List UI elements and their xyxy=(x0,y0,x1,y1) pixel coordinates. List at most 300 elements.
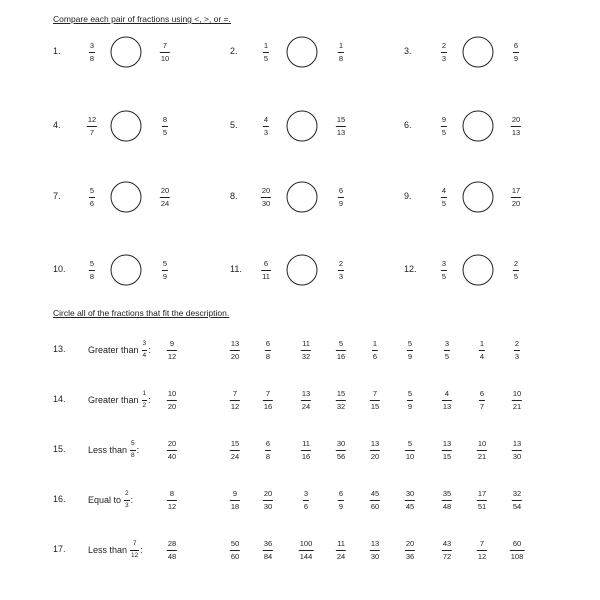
numerator: 9 xyxy=(232,489,238,498)
denominator: 5 xyxy=(162,127,168,137)
fraction-bar xyxy=(441,126,447,127)
option-fraction[interactable] xyxy=(442,540,452,560)
fraction-bar xyxy=(230,350,240,351)
numerator: 36 xyxy=(263,539,273,548)
fraction-bar xyxy=(479,400,485,401)
problem-number: 5. xyxy=(230,120,238,130)
numerator: 11 xyxy=(302,439,310,448)
fraction-bar xyxy=(130,550,139,551)
option-fraction[interactable] xyxy=(510,540,525,560)
answer-circle[interactable] xyxy=(463,255,494,286)
option-fraction[interactable] xyxy=(370,490,380,510)
denominator: 9 xyxy=(407,351,413,361)
numerator: 30 xyxy=(405,489,415,498)
fraction-bar xyxy=(230,450,240,451)
description-text: Less than xyxy=(88,445,128,455)
denominator: 4 xyxy=(142,351,147,359)
option-fraction[interactable] xyxy=(230,390,240,410)
denominator: 5 xyxy=(513,271,519,281)
denominator: 54 xyxy=(512,501,522,511)
denominator: 9 xyxy=(513,53,519,63)
option-fraction[interactable] xyxy=(405,440,415,460)
fraction-bar xyxy=(167,500,177,501)
fraction-bar xyxy=(370,550,380,551)
fraction-bar xyxy=(301,350,311,351)
description-label xyxy=(88,388,151,412)
fraction-bar xyxy=(514,350,520,351)
fraction-bar xyxy=(512,400,522,401)
numerator: 6 xyxy=(265,439,271,448)
numerator: 5 xyxy=(407,339,413,348)
denominator: 6 xyxy=(303,501,309,511)
numerator: 1 xyxy=(372,339,378,348)
fraction-bar xyxy=(230,500,240,501)
reference-fraction xyxy=(142,341,148,359)
option-fraction[interactable] xyxy=(336,390,346,410)
numerator: 11 xyxy=(337,539,345,548)
numerator: 30 xyxy=(336,439,346,448)
numerator: 3 xyxy=(303,489,309,498)
fraction-bar xyxy=(230,400,240,401)
denominator: 9 xyxy=(407,401,413,411)
denominator: 2 xyxy=(142,401,147,409)
denominator: 5 xyxy=(441,198,447,208)
description-label xyxy=(88,538,143,562)
right-fraction xyxy=(162,116,168,136)
numerator: 20 xyxy=(405,539,415,548)
numerator: 15 xyxy=(336,389,346,398)
numerator: 100 xyxy=(299,539,313,548)
fraction-bar xyxy=(338,52,344,53)
fraction-bar xyxy=(441,52,447,53)
denominator: 18 xyxy=(230,501,240,511)
numerator: 9 xyxy=(441,115,447,124)
answer-circle[interactable] xyxy=(463,111,494,142)
option-fraction[interactable] xyxy=(442,440,452,460)
numerator: 2 xyxy=(514,339,520,348)
problem-number: 3. xyxy=(404,46,412,56)
reference-fraction xyxy=(130,441,136,459)
numerator: 5 xyxy=(89,259,95,268)
numerator: 3 xyxy=(444,339,450,348)
left-fraction xyxy=(89,260,95,280)
fraction-bar xyxy=(477,550,487,551)
left-fraction xyxy=(441,116,447,136)
reference-fraction xyxy=(142,391,148,409)
numerator: 7 xyxy=(162,41,168,50)
right-fraction xyxy=(162,260,168,280)
denominator: 3 xyxy=(338,271,344,281)
fraction-bar xyxy=(142,350,148,351)
denominator: 9 xyxy=(338,198,344,208)
numerator: 1 xyxy=(142,389,147,397)
option-fraction[interactable] xyxy=(263,390,273,410)
fraction-bar xyxy=(442,450,452,451)
option-fraction[interactable] xyxy=(167,390,177,410)
numerator: 28 xyxy=(167,539,177,548)
problem-number: 10. xyxy=(53,264,66,274)
fraction-bar xyxy=(167,350,177,351)
problem-number: 13. xyxy=(53,344,66,354)
denominator: 21 xyxy=(512,401,522,411)
right-fraction xyxy=(338,187,344,207)
fraction-bar xyxy=(160,52,170,53)
option-fraction[interactable] xyxy=(301,440,311,460)
numerator: 45 xyxy=(370,489,380,498)
option-fraction[interactable] xyxy=(442,490,452,510)
denominator: 30 xyxy=(261,198,271,208)
problem-number: 15. xyxy=(53,444,66,454)
denominator: 13 xyxy=(511,127,521,137)
fraction-bar xyxy=(407,350,413,351)
description-text: Less than xyxy=(88,545,128,555)
answer-circle[interactable] xyxy=(287,182,318,213)
numerator: 7 xyxy=(372,389,378,398)
numerator: 3 xyxy=(441,259,447,268)
denominator: 8 xyxy=(89,271,95,281)
numerator: 43 xyxy=(442,539,452,548)
option-fraction[interactable] xyxy=(336,340,346,360)
problem-number: 7. xyxy=(53,191,61,201)
fraction-bar xyxy=(265,450,271,451)
denominator: 3 xyxy=(125,501,129,509)
problem-number: 6. xyxy=(404,120,412,130)
fraction-bar xyxy=(167,550,177,551)
denominator: 48 xyxy=(442,501,452,511)
answer-circle[interactable] xyxy=(111,111,142,142)
denominator: 5 xyxy=(263,53,269,63)
fraction-bar xyxy=(477,450,487,451)
option-fraction[interactable] xyxy=(479,340,485,360)
option-fraction[interactable] xyxy=(167,540,177,560)
denominator: 30 xyxy=(370,551,380,561)
denominator: 5 xyxy=(444,351,450,361)
denominator: 20 xyxy=(167,401,177,411)
option-fraction[interactable] xyxy=(301,390,311,410)
answer-circle[interactable] xyxy=(287,37,318,68)
right-fraction xyxy=(336,116,346,136)
denominator: 3 xyxy=(514,351,520,361)
option-fraction[interactable] xyxy=(405,540,415,560)
fraction-bar xyxy=(372,350,378,351)
fraction-bar xyxy=(336,400,346,401)
fraction-bar xyxy=(263,52,269,53)
fraction-bar xyxy=(263,500,273,501)
option-fraction[interactable] xyxy=(299,540,314,560)
option-fraction[interactable] xyxy=(167,440,177,460)
option-fraction[interactable] xyxy=(370,540,380,560)
denominator: 16 xyxy=(336,351,346,361)
denominator: 30 xyxy=(512,451,522,461)
numerator: 10 xyxy=(167,389,177,398)
numerator: 1 xyxy=(479,339,485,348)
option-fraction[interactable] xyxy=(405,490,415,510)
numerator: 4 xyxy=(441,186,447,195)
fraction-bar xyxy=(444,350,450,351)
numerator: 20 xyxy=(160,186,170,195)
denominator: 10 xyxy=(160,53,170,63)
numerator: 20 xyxy=(511,115,521,124)
fraction-bar xyxy=(441,270,447,271)
option-fraction[interactable] xyxy=(230,540,240,560)
fraction-bar xyxy=(160,197,170,198)
denominator: 5 xyxy=(441,271,447,281)
denominator: 4 xyxy=(479,351,485,361)
answer-circle[interactable] xyxy=(111,182,142,213)
option-fraction[interactable] xyxy=(512,490,522,510)
fraction-bar xyxy=(513,270,519,271)
numerator: 13 xyxy=(230,339,240,348)
left-fraction xyxy=(261,187,271,207)
numerator: 7 xyxy=(265,389,271,398)
numerator: 50 xyxy=(230,539,240,548)
colon: : xyxy=(136,445,140,455)
description-label xyxy=(88,438,139,462)
numerator: 4 xyxy=(263,115,269,124)
fraction-bar xyxy=(370,500,380,501)
fraction-bar xyxy=(263,550,273,551)
left-fraction xyxy=(263,116,269,136)
option-fraction[interactable] xyxy=(372,340,378,360)
denominator: 13 xyxy=(336,127,346,137)
numerator: 1 xyxy=(263,41,269,50)
right-fraction xyxy=(160,42,170,62)
option-fraction[interactable] xyxy=(263,540,273,560)
numerator: 7 xyxy=(232,389,238,398)
option-fraction[interactable] xyxy=(263,490,273,510)
numerator: 15 xyxy=(336,115,346,124)
problem-number: 16. xyxy=(53,494,66,504)
fraction-bar xyxy=(299,550,314,551)
fraction-bar xyxy=(89,197,95,198)
option-fraction[interactable] xyxy=(265,440,271,460)
denominator: 144 xyxy=(299,551,313,561)
numerator: 2 xyxy=(125,489,129,497)
fraction-bar xyxy=(338,270,344,271)
numerator: 13 xyxy=(301,389,311,398)
left-fraction xyxy=(89,42,95,62)
denominator: 12 xyxy=(167,351,177,361)
denominator: 8 xyxy=(338,53,344,63)
fraction-bar xyxy=(336,550,346,551)
denominator: 32 xyxy=(336,401,346,411)
numerator: 7 xyxy=(132,539,137,547)
denominator: 3 xyxy=(263,127,269,137)
denominator: 3 xyxy=(441,53,447,63)
fraction-bar xyxy=(89,270,95,271)
fraction-bar xyxy=(162,270,168,271)
denominator: 24 xyxy=(301,401,311,411)
fraction-bar xyxy=(407,400,413,401)
numerator: 8 xyxy=(169,489,175,498)
left-fraction xyxy=(87,116,97,136)
denominator: 20 xyxy=(511,198,521,208)
fraction-bar xyxy=(336,350,346,351)
fraction-bar xyxy=(301,450,311,451)
answer-circle[interactable] xyxy=(287,255,318,286)
problem-number: 4. xyxy=(53,120,61,130)
problem-number: 12. xyxy=(404,264,417,274)
numerator: 9 xyxy=(169,339,175,348)
fraction-bar xyxy=(303,500,309,501)
answer-circle[interactable] xyxy=(463,182,494,213)
numerator: 10 xyxy=(477,439,487,448)
answer-circle[interactable] xyxy=(111,255,142,286)
denominator: 24 xyxy=(230,451,240,461)
fraction-bar xyxy=(405,550,415,551)
fraction-bar xyxy=(370,450,380,451)
fraction-bar xyxy=(336,126,346,127)
right-fraction xyxy=(160,187,170,207)
fraction-bar xyxy=(338,500,344,501)
answer-circle[interactable] xyxy=(287,111,318,142)
right-fraction xyxy=(511,116,521,136)
fraction-bar xyxy=(511,126,521,127)
right-fraction xyxy=(513,260,519,280)
denominator: 84 xyxy=(263,551,273,561)
option-fraction[interactable] xyxy=(301,340,311,360)
numerator: 1 xyxy=(338,41,344,50)
option-fraction[interactable] xyxy=(477,490,487,510)
colon: : xyxy=(140,545,143,555)
problem-number: 14. xyxy=(53,394,66,404)
option-fraction[interactable] xyxy=(336,540,346,560)
denominator: 16 xyxy=(301,451,311,461)
fraction-bar xyxy=(162,126,168,127)
numerator: 2 xyxy=(441,41,447,50)
fraction-bar xyxy=(510,550,525,551)
numerator: 20 xyxy=(263,489,273,498)
numerator: 20 xyxy=(167,439,177,448)
denominator: 45 xyxy=(405,501,415,511)
colon: : xyxy=(130,495,134,505)
option-fraction[interactable] xyxy=(370,440,380,460)
option-fraction[interactable] xyxy=(230,340,240,360)
option-fraction[interactable] xyxy=(303,490,309,510)
right-fraction xyxy=(511,187,521,207)
numerator: 10 xyxy=(512,389,522,398)
fraction-bar xyxy=(263,400,273,401)
part1-heading: Compare each pair of fractions using <, >, or =. xyxy=(53,14,231,24)
denominator: 15 xyxy=(442,451,452,461)
description-text: Greater than xyxy=(88,345,139,355)
option-fraction[interactable] xyxy=(514,340,520,360)
reference-fraction xyxy=(130,541,139,559)
fraction-bar xyxy=(370,400,380,401)
fraction-bar xyxy=(142,400,148,401)
denominator: 12 xyxy=(477,551,487,561)
option-fraction[interactable] xyxy=(477,440,487,460)
numerator: 7 xyxy=(479,539,485,548)
numerator: 20 xyxy=(261,186,271,195)
answer-circle[interactable] xyxy=(463,37,494,68)
numerator: 5 xyxy=(338,339,344,348)
left-fraction xyxy=(263,42,269,62)
description-label xyxy=(88,338,151,362)
fraction-bar xyxy=(405,500,415,501)
right-fraction xyxy=(513,42,519,62)
numerator: 35 xyxy=(442,489,452,498)
option-fraction[interactable] xyxy=(370,390,380,410)
fraction-bar xyxy=(441,197,447,198)
option-fraction[interactable] xyxy=(512,440,522,460)
denominator: 15 xyxy=(370,401,380,411)
option-fraction[interactable] xyxy=(338,490,344,510)
denominator: 48 xyxy=(167,551,177,561)
option-fraction[interactable] xyxy=(444,340,450,360)
denominator: 13 xyxy=(442,401,452,411)
numerator: 5 xyxy=(407,389,413,398)
denominator: 51 xyxy=(477,501,487,511)
denominator: 12 xyxy=(131,551,139,559)
numerator: 6 xyxy=(338,489,344,498)
denominator: 40 xyxy=(167,451,177,461)
option-fraction[interactable] xyxy=(230,440,240,460)
fraction-bar xyxy=(512,500,522,501)
fraction-bar xyxy=(167,400,177,401)
option-fraction[interactable] xyxy=(407,390,413,410)
fraction-bar xyxy=(261,270,271,271)
numerator: 5 xyxy=(89,186,95,195)
numerator: 6 xyxy=(513,41,519,50)
numerator: 6 xyxy=(263,259,269,268)
fraction-bar xyxy=(336,450,346,451)
fraction-bar xyxy=(230,550,240,551)
denominator: 20 xyxy=(370,451,380,461)
left-fraction xyxy=(441,187,447,207)
option-fraction[interactable] xyxy=(479,390,485,410)
denominator: 8 xyxy=(89,53,95,63)
colon: : xyxy=(148,395,151,405)
part2-heading: Circle all of the fractions that fit the description. xyxy=(53,308,230,318)
numerator: 13 xyxy=(442,439,452,448)
denominator: 21 xyxy=(477,451,487,461)
option-fraction[interactable] xyxy=(477,540,487,560)
option-fraction[interactable] xyxy=(336,440,346,460)
option-fraction[interactable] xyxy=(442,390,452,410)
option-fraction[interactable] xyxy=(230,490,240,510)
left-fraction xyxy=(441,260,447,280)
denominator: 24 xyxy=(336,551,346,561)
numerator: 2 xyxy=(338,259,344,268)
fraction-bar xyxy=(124,500,130,501)
numerator: 6 xyxy=(338,186,344,195)
numerator: 3 xyxy=(142,339,147,347)
problem-number: 9. xyxy=(404,191,412,201)
answer-circle[interactable] xyxy=(111,37,142,68)
option-fraction[interactable] xyxy=(167,490,177,510)
fraction-bar xyxy=(167,450,177,451)
denominator: 8 xyxy=(265,451,271,461)
option-fraction[interactable] xyxy=(265,340,271,360)
denominator: 12 xyxy=(230,401,240,411)
numerator: 5 xyxy=(407,439,413,448)
problem-number: 2. xyxy=(230,46,238,56)
colon: : xyxy=(148,345,151,355)
description-text: Greater than xyxy=(88,395,139,405)
denominator: 32 xyxy=(301,351,311,361)
denominator: 8 xyxy=(265,351,271,361)
problem-number: 8. xyxy=(230,191,238,201)
option-fraction[interactable] xyxy=(167,340,177,360)
numerator: 13 xyxy=(370,539,380,548)
denominator: 10 xyxy=(405,451,415,461)
option-fraction[interactable] xyxy=(512,390,522,410)
numerator: 15 xyxy=(230,439,240,448)
option-fraction[interactable] xyxy=(407,340,413,360)
numerator: 11 xyxy=(302,339,310,348)
denominator: 72 xyxy=(442,551,452,561)
